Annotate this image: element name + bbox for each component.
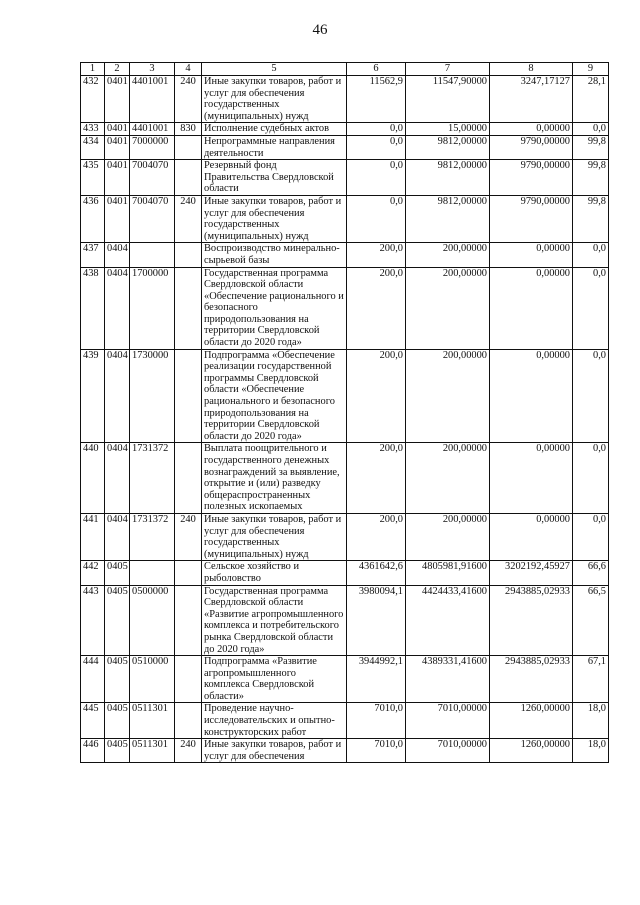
section-code: 0405	[105, 703, 130, 739]
execution-percent: 18,0	[573, 703, 609, 739]
expense-kind-code	[175, 243, 202, 267]
refined-amount: 4805981,91600	[406, 561, 490, 585]
item-name: Иные закупки товаров, работ и услуг для обеспечения государственных (муниципальных) нужд	[202, 76, 347, 123]
execution-percent: 0,0	[573, 267, 609, 349]
approved-amount: 0,0	[347, 160, 406, 196]
section-code: 0401	[105, 76, 130, 123]
row-number: 436	[81, 195, 105, 242]
refined-amount: 7010,00000	[406, 739, 490, 763]
execution-percent: 99,8	[573, 160, 609, 196]
target-article-code: 7004070	[130, 195, 175, 242]
row-number: 440	[81, 443, 105, 514]
execution-percent: 0,0	[573, 513, 609, 560]
executed-amount: 3202192,45927	[490, 561, 573, 585]
approved-amount: 7010,0	[347, 739, 406, 763]
budget-table	[80, 62, 609, 763]
executed-amount: 9790,00000	[490, 135, 573, 159]
item-name: Резервный фонд Правительства Свердловской области	[202, 160, 347, 196]
row-number: 446	[81, 739, 105, 763]
target-article-code: 4401001	[130, 123, 175, 136]
target-article-code: 0511301	[130, 703, 175, 739]
refined-amount: 4424433,41600	[406, 585, 490, 656]
approved-amount: 200,0	[347, 443, 406, 514]
table-body	[81, 76, 609, 763]
approved-amount: 200,0	[347, 513, 406, 560]
expense-kind-code	[175, 561, 202, 585]
table-row	[81, 267, 609, 349]
row-number: 445	[81, 703, 105, 739]
refined-amount: 200,00000	[406, 243, 490, 267]
expense-kind-code: 240	[175, 739, 202, 763]
item-name: Государственная программа Свердловской области «Развитие агропромышленного комплекса и потребительского рынка Свердловской области до 2020 года»	[202, 585, 347, 656]
execution-percent: 28,1	[573, 76, 609, 123]
refined-amount: 200,00000	[406, 267, 490, 349]
executed-amount: 0,00000	[490, 443, 573, 514]
item-name: Подпрограмма «Развитие агропромышленного комплекса Свердловской области»	[202, 656, 347, 703]
table-header-row	[81, 63, 609, 76]
execution-percent: 0,0	[573, 349, 609, 443]
table-row	[81, 739, 609, 763]
item-name: Иные закупки товаров, работ и услуг для обеспечения	[202, 739, 347, 763]
expense-kind-code: 240	[175, 76, 202, 123]
column-header: 9	[573, 63, 609, 76]
row-number: 438	[81, 267, 105, 349]
row-number: 442	[81, 561, 105, 585]
table-row	[81, 195, 609, 242]
target-article-code: 1730000	[130, 349, 175, 443]
section-code: 0405	[105, 739, 130, 763]
table-row	[81, 703, 609, 739]
target-article-code: 1731372	[130, 513, 175, 560]
expense-kind-code	[175, 656, 202, 703]
column-header: 6	[347, 63, 406, 76]
column-header: 1	[81, 63, 105, 76]
execution-percent: 99,8	[573, 195, 609, 242]
column-header: 2	[105, 63, 130, 76]
table-row	[81, 76, 609, 123]
executed-amount: 2943885,02933	[490, 585, 573, 656]
section-code: 0404	[105, 243, 130, 267]
section-code: 0401	[105, 160, 130, 196]
target-article-code: 1731372	[130, 443, 175, 514]
refined-amount: 4389331,41600	[406, 656, 490, 703]
row-number: 441	[81, 513, 105, 560]
approved-amount: 11562,9	[347, 76, 406, 123]
table-row	[81, 561, 609, 585]
table-row	[81, 243, 609, 267]
execution-percent: 0,0	[573, 443, 609, 514]
target-article-code: 4401001	[130, 76, 175, 123]
approved-amount: 4361642,6	[347, 561, 406, 585]
column-header: 3	[130, 63, 175, 76]
executed-amount: 0,00000	[490, 243, 573, 267]
execution-percent: 18,0	[573, 739, 609, 763]
target-article-code	[130, 243, 175, 267]
table-row	[81, 443, 609, 514]
target-article-code	[130, 561, 175, 585]
column-header: 8	[490, 63, 573, 76]
row-number: 437	[81, 243, 105, 267]
expense-kind-code: 240	[175, 195, 202, 242]
row-number: 444	[81, 656, 105, 703]
expense-kind-code	[175, 135, 202, 159]
refined-amount: 15,00000	[406, 123, 490, 136]
table-row	[81, 135, 609, 159]
row-number: 432	[81, 76, 105, 123]
item-name: Воспроизводство минерально-сырьевой базы	[202, 243, 347, 267]
approved-amount: 0,0	[347, 135, 406, 159]
executed-amount: 1260,00000	[490, 739, 573, 763]
item-name: Проведение научно-исследовательских и опытно-конструкторских работ	[202, 703, 347, 739]
execution-percent: 66,6	[573, 561, 609, 585]
execution-percent: 66,5	[573, 585, 609, 656]
approved-amount: 0,0	[347, 123, 406, 136]
refined-amount: 200,00000	[406, 349, 490, 443]
section-code: 0404	[105, 513, 130, 560]
table-row	[81, 513, 609, 560]
section-code: 0405	[105, 585, 130, 656]
execution-percent: 67,1	[573, 656, 609, 703]
approved-amount: 200,0	[347, 243, 406, 267]
column-header: 4	[175, 63, 202, 76]
refined-amount: 7010,00000	[406, 703, 490, 739]
target-article-code: 0510000	[130, 656, 175, 703]
table-row	[81, 160, 609, 196]
item-name: Выплата поощрительного и государственного денежных вознаграждений за выявление, открытие и (или) разведку общераспространенных полезных ископаемых	[202, 443, 347, 514]
expense-kind-code: 830	[175, 123, 202, 136]
refined-amount: 200,00000	[406, 443, 490, 514]
item-name: Иные закупки товаров, работ и услуг для обеспечения государственных (муниципальных) нужд	[202, 195, 347, 242]
row-number: 434	[81, 135, 105, 159]
item-name: Подпрограмма «Обеспечение реализации государственной программы Свердловской области «Обеспечение рационального и безопасного природопользования на территории Свердловской области до 2020 года»	[202, 349, 347, 443]
executed-amount: 9790,00000	[490, 160, 573, 196]
section-code: 0405	[105, 561, 130, 585]
section-code: 0401	[105, 135, 130, 159]
executed-amount: 9790,00000	[490, 195, 573, 242]
target-article-code: 0500000	[130, 585, 175, 656]
approved-amount: 0,0	[347, 195, 406, 242]
refined-amount: 9812,00000	[406, 160, 490, 196]
target-article-code: 7000000	[130, 135, 175, 159]
expense-kind-code	[175, 160, 202, 196]
expense-kind-code	[175, 443, 202, 514]
row-number: 443	[81, 585, 105, 656]
page-number: 46	[312, 22, 328, 38]
expense-kind-code	[175, 349, 202, 443]
column-header: 5	[202, 63, 347, 76]
executed-amount: 1260,00000	[490, 703, 573, 739]
row-number: 435	[81, 160, 105, 196]
expense-kind-code	[175, 585, 202, 656]
section-code: 0404	[105, 443, 130, 514]
execution-percent: 0,0	[573, 123, 609, 136]
section-code: 0401	[105, 123, 130, 136]
executed-amount: 0,00000	[490, 513, 573, 560]
approved-amount: 7010,0	[347, 703, 406, 739]
item-name: Исполнение судебных актов	[202, 123, 347, 136]
row-number: 433	[81, 123, 105, 136]
item-name: Иные закупки товаров, работ и услуг для обеспечения государственных (муниципальных) нужд	[202, 513, 347, 560]
target-article-code: 0511301	[130, 739, 175, 763]
column-header: 7	[406, 63, 490, 76]
expense-kind-code	[175, 703, 202, 739]
item-name: Непрограммные направления деятельности	[202, 135, 347, 159]
table-row	[81, 585, 609, 656]
section-code: 0405	[105, 656, 130, 703]
section-code: 0401	[105, 195, 130, 242]
approved-amount: 3944992,1	[347, 656, 406, 703]
approved-amount: 200,0	[347, 267, 406, 349]
refined-amount: 9812,00000	[406, 195, 490, 242]
table-row	[81, 349, 609, 443]
executed-amount: 0,00000	[490, 267, 573, 349]
expense-kind-code: 240	[175, 513, 202, 560]
row-number: 439	[81, 349, 105, 443]
refined-amount: 200,00000	[406, 513, 490, 560]
section-code: 0404	[105, 267, 130, 349]
execution-percent: 99,8	[573, 135, 609, 159]
item-name: Государственная программа Свердловской области «Обеспечение рационального и безопасного природопользования на территории Свердловской области до 2020 года»	[202, 267, 347, 349]
executed-amount: 0,00000	[490, 123, 573, 136]
table-row	[81, 123, 609, 136]
refined-amount: 11547,90000	[406, 76, 490, 123]
section-code: 0404	[105, 349, 130, 443]
target-article-code: 1700000	[130, 267, 175, 349]
expense-kind-code	[175, 267, 202, 349]
execution-percent: 0,0	[573, 243, 609, 267]
refined-amount: 9812,00000	[406, 135, 490, 159]
executed-amount: 0,00000	[490, 349, 573, 443]
table-row	[81, 656, 609, 703]
approved-amount: 3980094,1	[347, 585, 406, 656]
approved-amount: 200,0	[347, 349, 406, 443]
executed-amount: 3247,17127	[490, 76, 573, 123]
executed-amount: 2943885,02933	[490, 656, 573, 703]
item-name: Сельское хозяйство и рыболовство	[202, 561, 347, 585]
target-article-code: 7004070	[130, 160, 175, 196]
